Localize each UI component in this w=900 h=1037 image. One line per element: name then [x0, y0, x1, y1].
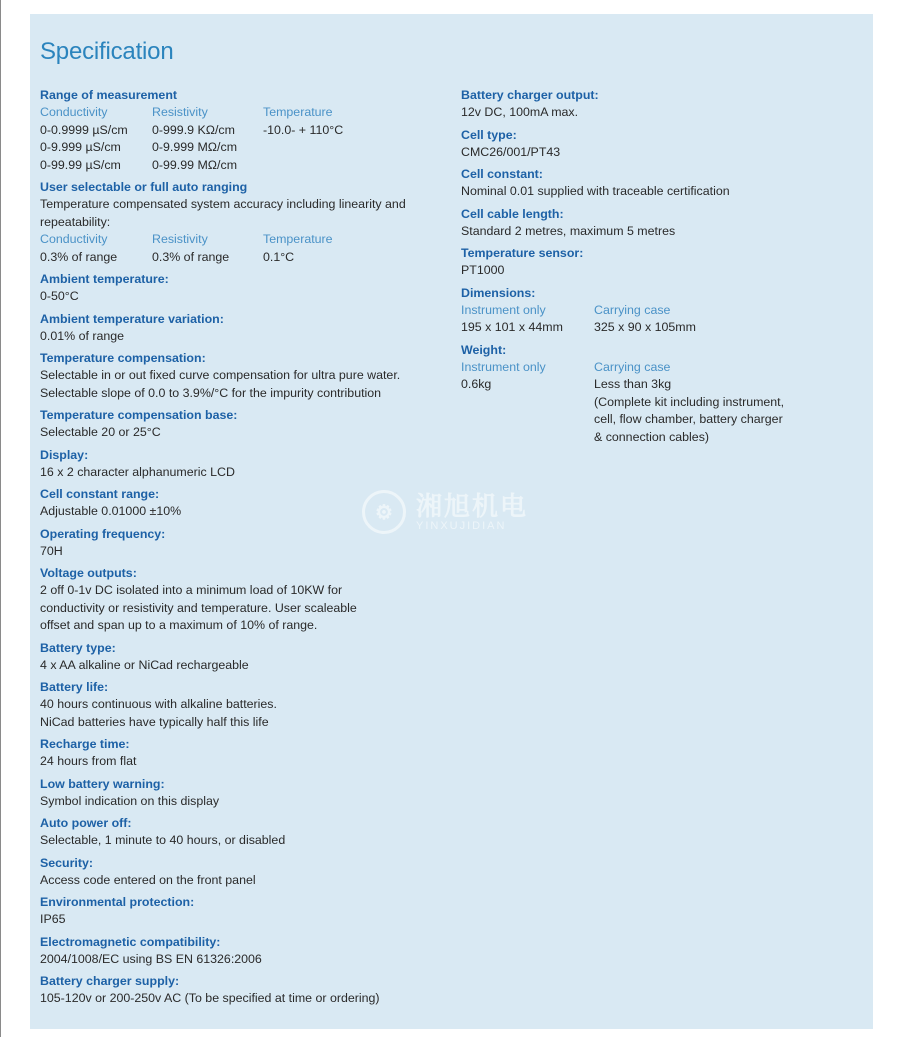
spec-cell-type [461, 126, 861, 162]
subheader-resistivity: Resistivity [152, 105, 208, 119]
range-row [40, 122, 450, 140]
spec-heading: Electromagnetic compatibility: [40, 934, 221, 949]
watermark-en: YINXUJIDIAN [416, 520, 507, 532]
range-cell: 0-999.9 KΩ/cm [152, 122, 235, 137]
range-cell: 0-9.999 MΩ/cm [152, 140, 238, 154]
dimensions-values [461, 319, 861, 337]
spec-heading: Security: [40, 855, 94, 870]
spec-dimensions [461, 284, 861, 337]
spec-battery-life [40, 678, 450, 731]
spec-text: Selectable in or out fixed curve compensation for ultra pure water. [40, 368, 401, 382]
spec-heading: Weight: [461, 342, 507, 357]
spec-heading: Cell constant: [461, 167, 543, 181]
left-border-line [0, 0, 1, 1037]
spec-heading: Cell constant range: [40, 487, 160, 501]
spec-heading: Temperature compensation base: [40, 408, 238, 422]
spec-heading: Temperature compensation: [40, 351, 206, 365]
spec-battery-charger-output [461, 86, 861, 122]
spec-heading: Low battery warning: [40, 776, 165, 791]
accuracy-values [40, 249, 450, 267]
spec-heading: Battery charger output: [461, 88, 599, 102]
weight-note-row [461, 429, 861, 447]
weight-note: cell, flow chamber, battery charger [594, 412, 783, 426]
spec-heading: Battery charger supply: [40, 974, 180, 988]
spec-heading: Auto power off: [40, 816, 132, 830]
spec-text: PT1000 [461, 263, 505, 277]
spec-cell-constant [461, 165, 861, 201]
spec-text: 40 hours continuous with alkaline batteries. [40, 697, 277, 711]
range-cell: 0-99.99 MΩ/cm [152, 157, 238, 172]
spec-heading: Operating frequency: [40, 526, 166, 541]
range-subheaders [40, 104, 450, 122]
spec-text: Access code entered on the front panel [40, 872, 256, 887]
spec-heading: Ambient temperature: [40, 272, 169, 286]
range-cell: -10.0- + 110°C [263, 122, 344, 137]
spec-text: IP65 [40, 912, 66, 926]
spec-heading: Environmental protection: [40, 895, 195, 909]
spec-heading: Temperature sensor: [461, 246, 584, 260]
spec-text: 70H [40, 543, 63, 558]
spec-weight [461, 341, 861, 447]
weight-note-row [461, 394, 861, 412]
spec-heading: Ambient temperature variation: [40, 311, 224, 326]
spec-text: 4 x AA alkaline or NiCad rechargeable [40, 657, 249, 672]
spec-ambient-variation [40, 310, 450, 346]
spec-heading: Cell type: [461, 127, 517, 142]
spec-text: 0-50°C [40, 289, 79, 303]
weight-cell: Less than 3kg [594, 377, 672, 391]
range-row [40, 139, 450, 157]
spec-text: repeatability: [40, 214, 111, 229]
dimensions-cell: 195 x 101 x 44mm [461, 320, 563, 334]
spec-text: 105-120v or 200-250v AC (To be specified at time or ordering) [40, 991, 380, 1005]
subheader-carrying-case: Carrying case [594, 359, 671, 374]
spec-user-selectable [40, 178, 450, 266]
spec-security [40, 854, 450, 890]
spec-text: 0.01% of range [40, 328, 125, 343]
spec-temperature-compensation [40, 349, 450, 402]
subheader-resistivity: Resistivity [152, 232, 208, 246]
spec-text: conductivity or resistivity and temperature. User scaleable [40, 600, 357, 615]
spec-text: 12v DC, 100mA max. [461, 105, 579, 119]
spec-operating-frequency [40, 525, 450, 561]
subheader-instrument-only: Instrument only [461, 302, 546, 317]
spec-text: Nominal 0.01 supplied with traceable certification [461, 184, 730, 198]
spec-low-battery-warning [40, 775, 450, 811]
spec-text: Adjustable 0.01000 ±10% [40, 504, 182, 518]
spec-range-of-measurement [40, 86, 450, 174]
subheader-conductivity: Conductivity [40, 232, 108, 246]
weight-cell: 0.6kg [461, 377, 492, 391]
spec-ambient-temperature [40, 270, 450, 306]
weight-subheaders [461, 359, 861, 377]
spec-environmental-protection [40, 893, 450, 929]
spec-cell-constant-range [40, 485, 450, 521]
spec-heading: Display: [40, 447, 89, 462]
spec-heading: Cell cable length: [461, 206, 564, 221]
subheader-temperature: Temperature [263, 232, 333, 246]
subheader-instrument-only: Instrument only [461, 359, 546, 374]
weight-note: & connection cables) [594, 429, 710, 444]
spec-text: 16 x 2 character alphanumeric LCD [40, 464, 235, 479]
spec-heading: Voltage outputs: [40, 566, 137, 580]
range-cell: 0-0.9999 µS/cm [40, 122, 128, 137]
spec-text: 24 hours from flat [40, 754, 137, 768]
watermark-emblem-icon: ⚙ [362, 490, 406, 534]
weight-note: (Complete kit including instrument, [594, 394, 785, 409]
accuracy-cell: 0.3% of range [40, 249, 118, 264]
spec-text: CMC26/001/PT43 [461, 144, 561, 159]
range-cell: 0-9.999 µS/cm [40, 140, 121, 154]
spec-electromagnetic-compatibility [40, 933, 450, 969]
spec-heading: Battery life: [40, 680, 109, 694]
spec-recharge-time [40, 735, 450, 771]
accuracy-cell: 0.1°C [263, 249, 295, 264]
spec-text: Selectable slope of 0.0 to 3.9%/°C for the impurity contribution [40, 385, 382, 400]
spec-text: NiCad batteries have typically half this life [40, 714, 269, 729]
spec-text: 2 off 0-1v DC isolated into a minimum load of 10KW for [40, 583, 343, 597]
spec-text: Selectable 20 or 25°C [40, 425, 161, 439]
subheader-temperature: Temperature [263, 105, 333, 119]
range-cell [263, 157, 383, 175]
subheader-carrying-case: Carrying case [594, 302, 671, 317]
right-column [461, 86, 861, 450]
accuracy-subheaders [40, 231, 450, 249]
range-row [40, 157, 450, 175]
left-column [40, 86, 450, 1012]
spec-display [40, 446, 450, 482]
spec-heading: Recharge time: [40, 737, 130, 751]
spec-voltage-outputs [40, 564, 450, 635]
specification-panel [30, 14, 873, 1029]
spec-temperature-sensor [461, 244, 861, 280]
spec-heading: Dimensions: [461, 285, 536, 300]
spec-heading: Range of measurement [40, 88, 178, 102]
spec-auto-power-off [40, 814, 450, 850]
weight-note-row [461, 411, 861, 429]
spec-heading: User selectable or full auto ranging [40, 180, 248, 194]
range-cell: 0-99.99 µS/cm [40, 157, 121, 172]
spec-battery-type [40, 639, 450, 675]
weight-values [461, 376, 861, 394]
accuracy-cell: 0.3% of range [152, 249, 230, 264]
spec-text: Temperature compensated system accuracy including linearity and [40, 197, 406, 211]
spec-cell-cable-length [461, 205, 861, 241]
spec-text: Standard 2 metres, maximum 5 metres [461, 223, 676, 238]
spec-text: Selectable, 1 minute to 40 hours, or disabled [40, 833, 286, 847]
spec-text: Symbol indication on this display [40, 793, 220, 808]
dimensions-cell: 325 x 90 x 105mm [594, 320, 696, 334]
subheader-conductivity: Conductivity [40, 105, 108, 119]
spec-temperature-compensation-base [40, 406, 450, 442]
spec-text: 2004/1008/EC using BS EN 61326:2006 [40, 951, 262, 966]
range-cell [263, 139, 383, 157]
spec-text: offset and span up to a maximum of 10% of range. [40, 618, 318, 632]
watermark-cn: 湘旭机电 [416, 491, 529, 521]
spec-heading: Battery type: [40, 640, 116, 655]
spec-battery-charger-supply [40, 972, 450, 1008]
dimensions-subheaders [461, 302, 861, 320]
page-title: Specification [40, 38, 174, 65]
